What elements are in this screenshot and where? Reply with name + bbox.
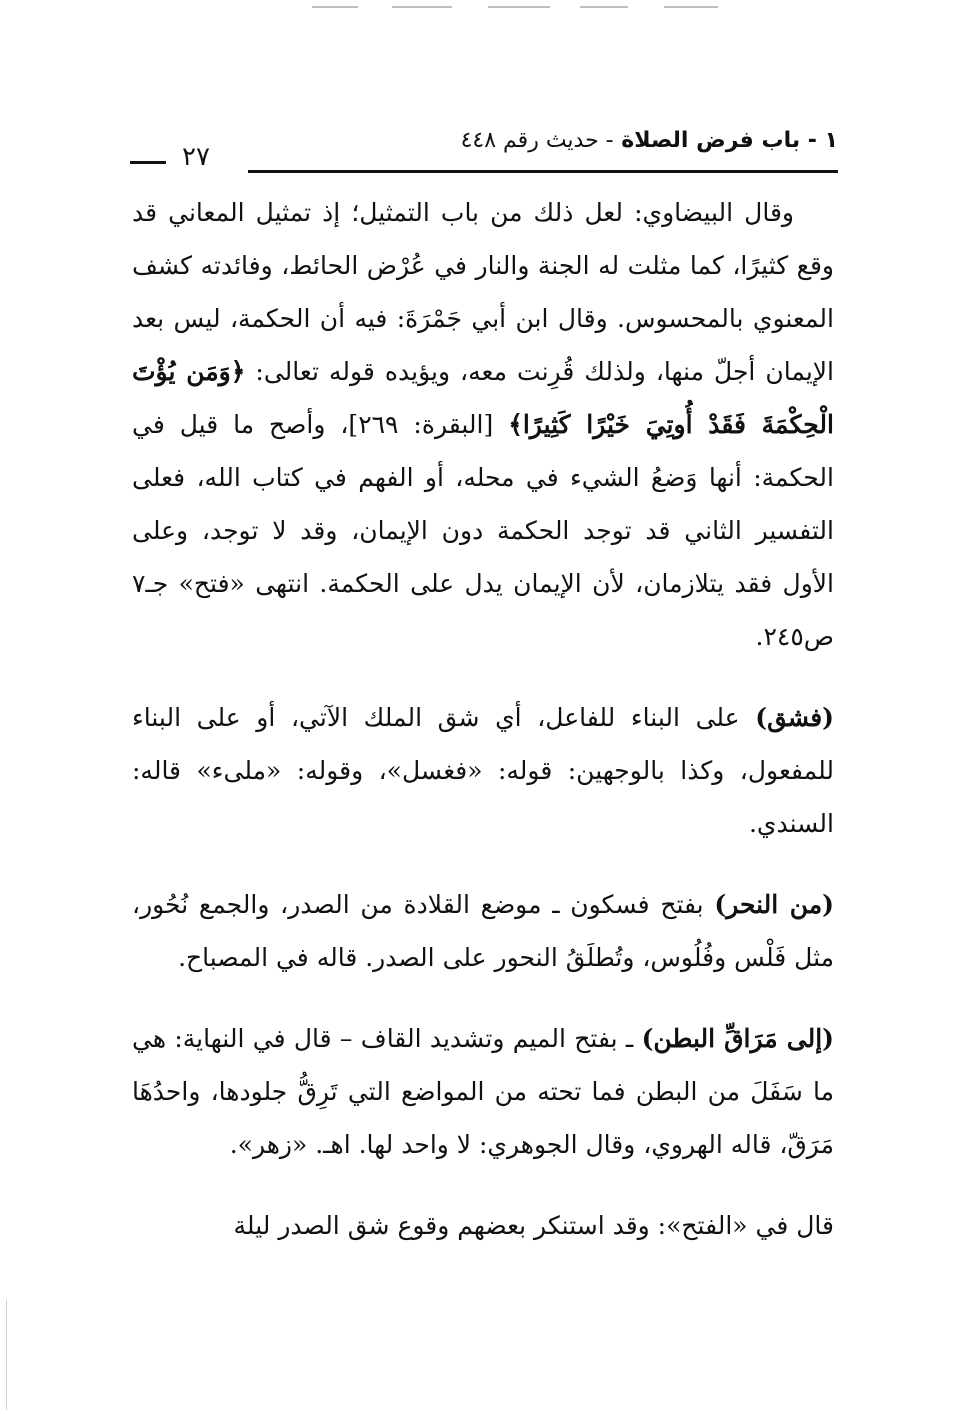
- paragraph-fath: [132, 1199, 834, 1252]
- lemma-heading: (من النحر): [714, 890, 834, 919]
- hadith-number: - حديث رقم ٤٤٨: [460, 128, 614, 153]
- page-number: ٢٧: [182, 142, 210, 172]
- paragraph-text: قال في «الفتح»: وقد استنكر بعضهم وقوع شق الصدر ليلة: [233, 1211, 834, 1240]
- paragraph-text: على البناء للفاعل، أي شق الملك الآتي، أو على البناء للمفعول، وكذا بالوجهين: قوله: «فغسل»، وقوله: «ملىء» قاله: السندي.: [132, 703, 834, 838]
- page-body: [132, 186, 834, 1280]
- paragraph-text: وقال البيضاوي: لعل ذلك من باب التمثيل؛ إذ تمثيل المعاني قد وقع كثيرًا، كما مثلت له الجنة والنار في عُرْض الحائط، وفائدته كشف المعنوي بالمحسوس. وقال ابن أبي جَمْرَةَ: فيه أن الحكمة، ليس بعد الإيمان أجلّ منها، ولذلك قُرِنت معه، ويؤيده قوله تعالى:: [132, 198, 834, 386]
- quran-verse: ﴿وَمَن يُؤْتَ الْحِكْمَةَ فَقَدْ أُوتِيَ خَيْرًا كَثِيرًا﴾: [132, 357, 834, 439]
- lemma-heading: (فشق): [755, 703, 835, 732]
- paragraph-text: بفتح فسكون ـ موضع القلادة من الصدر، والجمع نُحُور، مثل فَلْس وفُلُوس، وتُطلَقُ النحور على الصدر. قاله في المصباح.: [132, 890, 834, 972]
- page-number-dash: [130, 161, 166, 164]
- paragraph-nahr: [132, 878, 834, 984]
- paragraph-text: [البقرة: ٢٦٩]، وأصح ما قيل في الحكمة: أنها وَضعُ الشيء في محله، أو الفهم في كتاب الله، فعلى التفسير الثاني قد توجد الحكمة دون الإيمان، وقد لا توجد، وعلى الأول فقد يتلازمان، لأن الإيمان يدل على الحكمة. انتهى «فتح» جـ٧ ص٢٤٥.: [132, 410, 834, 651]
- lemma-heading: (إلى مَرَاقِّ البطن): [641, 1024, 835, 1053]
- paragraph-baydawi: [132, 186, 834, 663]
- scan-artifact-lines: [0, 6, 968, 10]
- header-rule: [248, 170, 838, 173]
- running-header: [130, 128, 838, 178]
- paragraph-fashaq: [132, 691, 834, 850]
- scan-edge-line: [6, 1300, 7, 1410]
- header-title-line: [461, 128, 838, 153]
- chapter-title: ١ - باب فرض الصلاة: [621, 128, 838, 153]
- paragraph-text: ـ بفتح الميم وتشديد القاف – قال في النهاية: هي ما سَفَلَ من البطن فما تحته من المواضع التي تَرِقُّ جلودها، واحدُهَا مَرَقّ، قاله الهروي، وقال الجوهري: لا واحد لها. اهـ. «زهر».: [132, 1024, 834, 1159]
- paragraph-maraqq: [132, 1012, 834, 1171]
